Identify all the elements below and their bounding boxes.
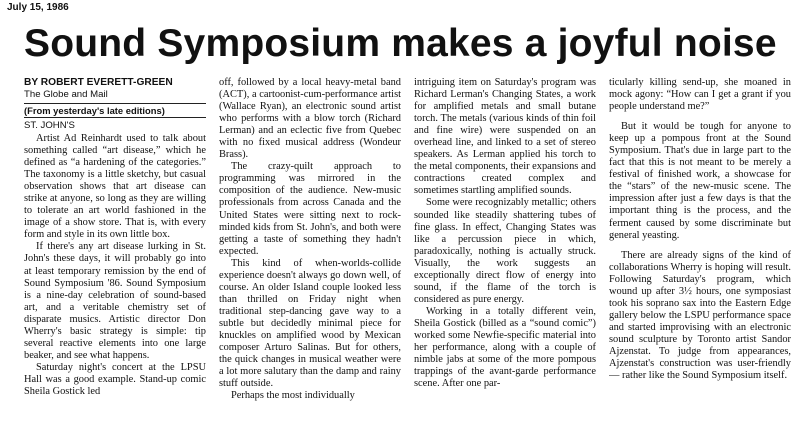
headline: Sound Symposium makes a joyful noise bbox=[24, 22, 777, 65]
paragraph: The crazy-quilt approach to programming was mirrored in the composition of the audience. New-music professionals from across Canada and the United States were sitting next to rock-minded kids from St. John's, and both were getting a taste of something they hadn't expected. bbox=[219, 161, 401, 257]
paragraph: This kind of when-worlds-collide experience doesn't always go down well, of course. An older Island couple looked less than thrilled on Friday night when traditional step-dancing gave way to a subtle but decidedly minimal piece for knuckles on amplified wood by Mexican composer Arturo Salinas. But for others, the quick changes in musical weather were a lot more salutary than the damp and rainy stuff outside. bbox=[219, 257, 401, 390]
paragraph: If there's any art disease lurking in St. John's these days, it will probably go into at least temporary remission by the end of Sound Symposium '86. Sound Symposium is a nine-day celebration of sound-based art, and a veritable chemistry set of disparate musics. Artistic director Don Wherry's basic strategy is simple: tip several reactive elements into one large beaker, and see what happens. bbox=[24, 241, 206, 361]
dateline: July 15, 1986 bbox=[7, 2, 69, 13]
paragraph: Saturday night's concert at the LPSU Hall was a good example. Stand-up comic Sheila Gostick led bbox=[24, 361, 206, 397]
article-body bbox=[24, 77, 794, 435]
column-3 bbox=[414, 77, 596, 435]
location-dateline: ST. JOHN'S bbox=[24, 120, 75, 131]
paragraph-continued: ticularly killing send-up, she moaned in mock agony: “How can I get a grant if you people understand me?” bbox=[609, 77, 791, 113]
editions-note: (From yesterday's late editions) bbox=[24, 103, 206, 118]
paragraph: Some were recognizably metallic; others sounded like steadily shattering tubes of fine glass. In effect, Changing States was like a percussion piece in which, paradoxically, nothing is actually struck. Visually, the work suggests an exceptionally direct flow of energy into sound, if the flame of the torch is considered as pure energy. bbox=[414, 197, 596, 305]
publication-name: The Globe and Mail bbox=[24, 89, 108, 100]
paragraph-continued: intriguing item on Saturday's program was Richard Lerman's Changing States, a work for amplified metals and small butane torch. The metals (various kinds of thin foil and fine wire) were suspended on an overhead line, and linked to a set of stereo speakers. As Lerman applied his torch to the metal components, their expansions and contractions created complex and sometimes startling amplified sounds. bbox=[414, 77, 596, 197]
paragraph: But it would be tough for anyone to keep up a pompous front at the Sound Symposium. That's due in large part to the fact that this is not meant to be merely a festival of finished work, a showcase for the “stars” of the new-music scene. The impression after just a few days is that the important thing is the process, and the ferment caused by some discriminate but general yeasting. bbox=[609, 121, 791, 241]
paragraph: There are already signs of the kind of collaborations Wherry is hoping will result. Following Saturday's program, which wound up after 3½ hours, one symposiast took his soprano sax into the Eastern Edge gallery below the LSPU performance space and started improvising with an electronic sound sculpture by Toronto artist Sandor Ajzenstat. To judge from appearances, Ajzenstat's construction was user-friendly — rather like the Sound Symposium itself. bbox=[609, 249, 791, 382]
column-2 bbox=[219, 77, 401, 435]
byline: BY ROBERT EVERETT-GREEN bbox=[24, 77, 173, 88]
column-1 bbox=[24, 77, 206, 435]
paragraph: Perhaps the most individually bbox=[231, 390, 355, 402]
column-4 bbox=[609, 77, 791, 435]
paragraph: Working in a totally different vein, Sheila Gostick (billed as a “sound comic”) worked some Newfie-specific material into her performance, along with a couple of nimble jabs at some of the more pompous trappings of the avant-garde performance scene. After one par- bbox=[414, 305, 596, 390]
paragraph: Artist Ad Reinhardt used to talk about something called “art disease,” which he defined as “a hardening of the categories.” The taxonomy is a little sketchy, but casual observation shows that art disease can strike at anyone, so long as they are willing to tolerate an art world fashioned in the image of a show store. That is, with every form and style in its own little box. bbox=[24, 133, 206, 241]
paragraph-continued: off, followed by a local heavy-metal band (ACT), a cartoonist-cum-performance artist (Wallace Ryan), an electronic sound artist who performs with a blow torch (Richard Lerman) and an eclectic five from Quebec with no fixed musical address (Wondeur Brass). bbox=[219, 77, 401, 161]
